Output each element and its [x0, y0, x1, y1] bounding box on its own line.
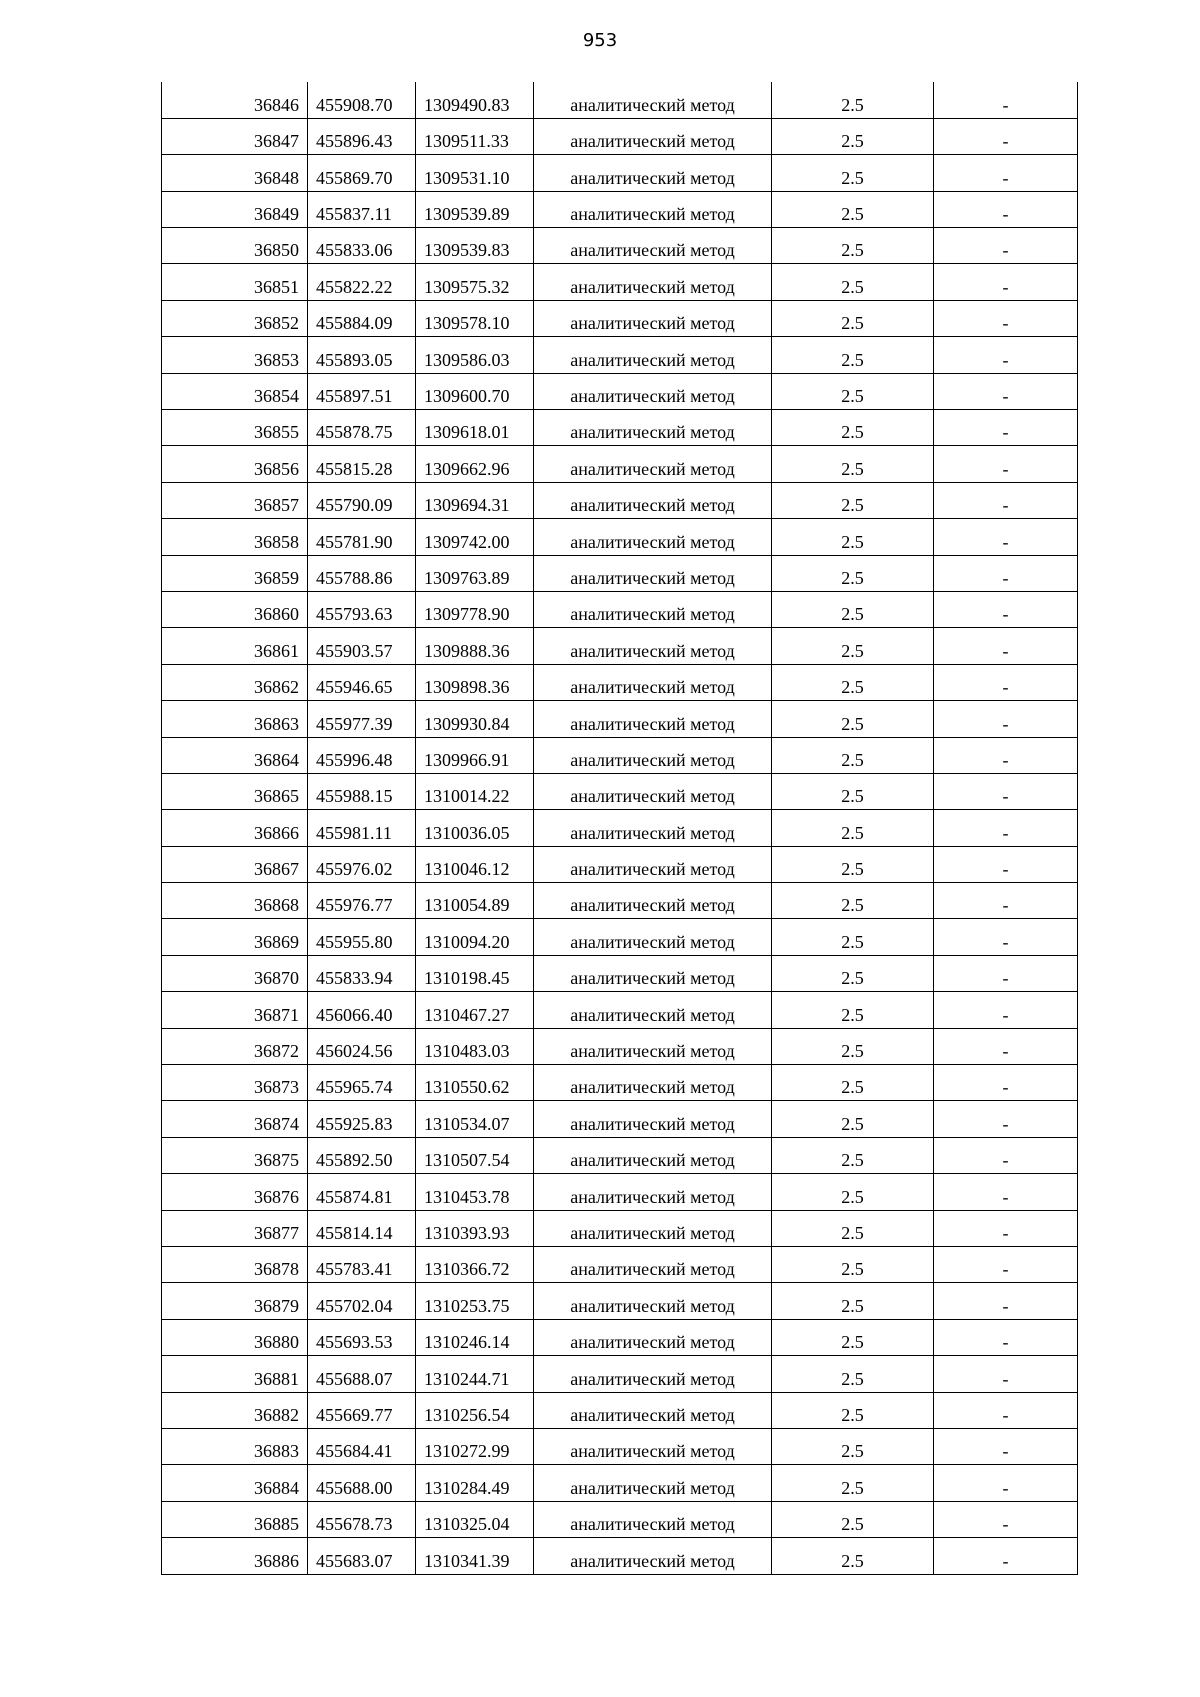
- method-cell: аналитический метод: [534, 737, 772, 773]
- point-number-cell: 36857: [162, 482, 308, 518]
- x-coordinate-cell: 455702.04: [308, 1283, 416, 1319]
- y-coordinate-cell: 1310483.03: [416, 1028, 534, 1064]
- method-cell: аналитический метод: [534, 628, 772, 664]
- y-coordinate-cell: 1309511.33: [416, 118, 534, 154]
- point-number-cell: 36855: [162, 410, 308, 446]
- point-number-cell: 36886: [162, 1538, 308, 1574]
- point-number-cell: 36880: [162, 1319, 308, 1355]
- accuracy-cell: 2.5: [772, 446, 934, 482]
- method-cell: аналитический метод: [534, 373, 772, 409]
- point-number-cell: 36848: [162, 155, 308, 191]
- table-row: [162, 1392, 1078, 1428]
- table-row: [162, 519, 1078, 555]
- y-coordinate-cell: 1310253.75: [416, 1283, 534, 1319]
- table-row: [162, 1137, 1078, 1173]
- x-coordinate-cell: 455925.83: [308, 1101, 416, 1137]
- y-coordinate-cell: 1309966.91: [416, 737, 534, 773]
- table-row: [162, 846, 1078, 882]
- y-coordinate-cell: 1309600.70: [416, 373, 534, 409]
- y-coordinate-cell: 1310198.45: [416, 955, 534, 991]
- accuracy-cell: 2.5: [772, 373, 934, 409]
- x-coordinate-cell: 455688.00: [308, 1465, 416, 1501]
- method-cell: аналитический метод: [534, 1065, 772, 1101]
- accuracy-cell: 2.5: [772, 519, 934, 555]
- x-coordinate-cell: 455781.90: [308, 519, 416, 555]
- accuracy-cell: 2.5: [772, 264, 934, 300]
- x-coordinate-cell: 455965.74: [308, 1065, 416, 1101]
- y-coordinate-cell: 1310246.14: [416, 1319, 534, 1355]
- point-number-cell: 36859: [162, 555, 308, 591]
- table-row: [162, 155, 1078, 191]
- note-cell: -: [934, 482, 1078, 518]
- accuracy-cell: 2.5: [772, 810, 934, 846]
- x-coordinate-cell: 455815.28: [308, 446, 416, 482]
- x-coordinate-cell: 455976.02: [308, 846, 416, 882]
- table-row: [162, 591, 1078, 627]
- table-row: [162, 883, 1078, 919]
- y-coordinate-cell: 1309578.10: [416, 300, 534, 336]
- x-coordinate-cell: 455833.94: [308, 955, 416, 991]
- method-cell: аналитический метод: [534, 1137, 772, 1173]
- method-cell: аналитический метод: [534, 1319, 772, 1355]
- accuracy-cell: 2.5: [772, 955, 934, 991]
- y-coordinate-cell: 1310244.71: [416, 1356, 534, 1392]
- method-cell: аналитический метод: [534, 446, 772, 482]
- y-coordinate-cell: 1309898.36: [416, 664, 534, 700]
- table-row: [162, 919, 1078, 955]
- accuracy-cell: 2.5: [772, 883, 934, 919]
- note-cell: -: [934, 591, 1078, 627]
- method-cell: аналитический метод: [534, 846, 772, 882]
- point-number-cell: 36847: [162, 118, 308, 154]
- note-cell: -: [934, 955, 1078, 991]
- accuracy-cell: 2.5: [772, 1247, 934, 1283]
- method-cell: аналитический метод: [534, 1101, 772, 1137]
- table-row: [162, 82, 1078, 118]
- note-cell: -: [934, 1247, 1078, 1283]
- method-cell: аналитический метод: [534, 228, 772, 264]
- method-cell: аналитический метод: [534, 519, 772, 555]
- accuracy-cell: 2.5: [772, 555, 934, 591]
- point-number-cell: 36856: [162, 446, 308, 482]
- y-coordinate-cell: 1309531.10: [416, 155, 534, 191]
- accuracy-cell: 2.5: [772, 410, 934, 446]
- accuracy-cell: 2.5: [772, 82, 934, 118]
- table-row: [162, 1283, 1078, 1319]
- y-coordinate-cell: 1309930.84: [416, 701, 534, 737]
- method-cell: аналитический метод: [534, 1028, 772, 1064]
- table-row: [162, 773, 1078, 809]
- x-coordinate-cell: 455822.22: [308, 264, 416, 300]
- point-number-cell: 36876: [162, 1174, 308, 1210]
- coordinates-table-body: [162, 82, 1078, 1574]
- table-row: [162, 955, 1078, 991]
- note-cell: -: [934, 701, 1078, 737]
- x-coordinate-cell: 455814.14: [308, 1210, 416, 1246]
- x-coordinate-cell: 456066.40: [308, 992, 416, 1028]
- table-row: [162, 1101, 1078, 1137]
- x-coordinate-cell: 455892.50: [308, 1137, 416, 1173]
- method-cell: аналитический метод: [534, 773, 772, 809]
- point-number-cell: 36860: [162, 591, 308, 627]
- note-cell: -: [934, 883, 1078, 919]
- note-cell: -: [934, 1538, 1078, 1574]
- point-number-cell: 36874: [162, 1101, 308, 1137]
- note-cell: -: [934, 410, 1078, 446]
- point-number-cell: 36865: [162, 773, 308, 809]
- table-row: [162, 628, 1078, 664]
- accuracy-cell: 2.5: [772, 919, 934, 955]
- method-cell: аналитический метод: [534, 1210, 772, 1246]
- y-coordinate-cell: 1309618.01: [416, 410, 534, 446]
- point-number-cell: 36866: [162, 810, 308, 846]
- method-cell: аналитический метод: [534, 82, 772, 118]
- point-number-cell: 36869: [162, 919, 308, 955]
- y-coordinate-cell: 1310256.54: [416, 1392, 534, 1428]
- accuracy-cell: 2.5: [772, 1465, 934, 1501]
- y-coordinate-cell: 1310094.20: [416, 919, 534, 955]
- note-cell: -: [934, 300, 1078, 336]
- table-row: [162, 446, 1078, 482]
- y-coordinate-cell: 1309888.36: [416, 628, 534, 664]
- note-cell: -: [934, 1501, 1078, 1537]
- x-coordinate-cell: 455981.11: [308, 810, 416, 846]
- x-coordinate-cell: 455988.15: [308, 773, 416, 809]
- y-coordinate-cell: 1310393.93: [416, 1210, 534, 1246]
- accuracy-cell: 2.5: [772, 1283, 934, 1319]
- x-coordinate-cell: 455683.07: [308, 1538, 416, 1574]
- point-number-cell: 36861: [162, 628, 308, 664]
- accuracy-cell: 2.5: [772, 1392, 934, 1428]
- method-cell: аналитический метод: [534, 410, 772, 446]
- point-number-cell: 36852: [162, 300, 308, 336]
- note-cell: -: [934, 664, 1078, 700]
- point-number-cell: 36850: [162, 228, 308, 264]
- x-coordinate-cell: 455896.43: [308, 118, 416, 154]
- point-number-cell: 36872: [162, 1028, 308, 1064]
- y-coordinate-cell: 1309778.90: [416, 591, 534, 627]
- note-cell: -: [934, 1174, 1078, 1210]
- x-coordinate-cell: 455874.81: [308, 1174, 416, 1210]
- x-coordinate-cell: 455790.09: [308, 482, 416, 518]
- method-cell: аналитический метод: [534, 1501, 772, 1537]
- table-row: [162, 701, 1078, 737]
- y-coordinate-cell: 1309539.89: [416, 191, 534, 227]
- note-cell: -: [934, 118, 1078, 154]
- point-number-cell: 36864: [162, 737, 308, 773]
- method-cell: аналитический метод: [534, 337, 772, 373]
- x-coordinate-cell: 455678.73: [308, 1501, 416, 1537]
- point-number-cell: 36871: [162, 992, 308, 1028]
- note-cell: -: [934, 1283, 1078, 1319]
- accuracy-cell: 2.5: [772, 1356, 934, 1392]
- accuracy-cell: 2.5: [772, 1210, 934, 1246]
- note-cell: -: [934, 1428, 1078, 1464]
- y-coordinate-cell: 1310325.04: [416, 1501, 534, 1537]
- point-number-cell: 36854: [162, 373, 308, 409]
- method-cell: аналитический метод: [534, 191, 772, 227]
- table-row: [162, 482, 1078, 518]
- y-coordinate-cell: 1309575.32: [416, 264, 534, 300]
- point-number-cell: 36868: [162, 883, 308, 919]
- point-number-cell: 36878: [162, 1247, 308, 1283]
- y-coordinate-cell: 1309742.00: [416, 519, 534, 555]
- page-number: 953: [582, 30, 618, 51]
- point-number-cell: 36870: [162, 955, 308, 991]
- point-number-cell: 36863: [162, 701, 308, 737]
- x-coordinate-cell: 455684.41: [308, 1428, 416, 1464]
- point-number-cell: 36877: [162, 1210, 308, 1246]
- note-cell: -: [934, 555, 1078, 591]
- y-coordinate-cell: 1310467.27: [416, 992, 534, 1028]
- method-cell: аналитический метод: [534, 1392, 772, 1428]
- method-cell: аналитический метод: [534, 664, 772, 700]
- table-row: [162, 1210, 1078, 1246]
- method-cell: аналитический метод: [534, 919, 772, 955]
- accuracy-cell: 2.5: [772, 155, 934, 191]
- accuracy-cell: 2.5: [772, 992, 934, 1028]
- method-cell: аналитический метод: [534, 1356, 772, 1392]
- y-coordinate-cell: 1310036.05: [416, 810, 534, 846]
- table-row: [162, 300, 1078, 336]
- table-row: [162, 664, 1078, 700]
- method-cell: аналитический метод: [534, 1538, 772, 1574]
- accuracy-cell: 2.5: [772, 1101, 934, 1137]
- accuracy-cell: 2.5: [772, 1428, 934, 1464]
- accuracy-cell: 2.5: [772, 1065, 934, 1101]
- method-cell: аналитический метод: [534, 1283, 772, 1319]
- accuracy-cell: 2.5: [772, 228, 934, 264]
- note-cell: -: [934, 228, 1078, 264]
- method-cell: аналитический метод: [534, 810, 772, 846]
- method-cell: аналитический метод: [534, 1174, 772, 1210]
- table-row: [162, 1028, 1078, 1064]
- point-number-cell: 36853: [162, 337, 308, 373]
- accuracy-cell: 2.5: [772, 737, 934, 773]
- x-coordinate-cell: 455669.77: [308, 1392, 416, 1428]
- x-coordinate-cell: 455783.41: [308, 1247, 416, 1283]
- x-coordinate-cell: 455884.09: [308, 300, 416, 336]
- note-cell: -: [934, 773, 1078, 809]
- accuracy-cell: 2.5: [772, 701, 934, 737]
- table-row: [162, 410, 1078, 446]
- accuracy-cell: 2.5: [772, 664, 934, 700]
- method-cell: аналитический метод: [534, 264, 772, 300]
- x-coordinate-cell: 455869.70: [308, 155, 416, 191]
- y-coordinate-cell: 1309694.31: [416, 482, 534, 518]
- x-coordinate-cell: 455908.70: [308, 82, 416, 118]
- y-coordinate-cell: 1309539.83: [416, 228, 534, 264]
- note-cell: -: [934, 82, 1078, 118]
- method-cell: аналитический метод: [534, 1465, 772, 1501]
- y-coordinate-cell: 1310341.39: [416, 1538, 534, 1574]
- x-coordinate-cell: 455833.06: [308, 228, 416, 264]
- table-row: [162, 228, 1078, 264]
- table-row: [162, 1538, 1078, 1574]
- y-coordinate-cell: 1309490.83: [416, 82, 534, 118]
- accuracy-cell: 2.5: [772, 482, 934, 518]
- y-coordinate-cell: 1310550.62: [416, 1065, 534, 1101]
- note-cell: -: [934, 919, 1078, 955]
- method-cell: аналитический метод: [534, 1247, 772, 1283]
- y-coordinate-cell: 1310507.54: [416, 1137, 534, 1173]
- method-cell: аналитический метод: [534, 955, 772, 991]
- note-cell: -: [934, 1065, 1078, 1101]
- table-row: [162, 337, 1078, 373]
- accuracy-cell: 2.5: [772, 191, 934, 227]
- point-number-cell: 36873: [162, 1065, 308, 1101]
- table-row: [162, 1174, 1078, 1210]
- note-cell: -: [934, 846, 1078, 882]
- x-coordinate-cell: 455897.51: [308, 373, 416, 409]
- point-number-cell: 36875: [162, 1137, 308, 1173]
- note-cell: -: [934, 191, 1078, 227]
- coordinates-table: [161, 82, 1078, 1575]
- note-cell: -: [934, 1356, 1078, 1392]
- accuracy-cell: 2.5: [772, 846, 934, 882]
- method-cell: аналитический метод: [534, 555, 772, 591]
- method-cell: аналитический метод: [534, 591, 772, 627]
- point-number-cell: 36885: [162, 1501, 308, 1537]
- accuracy-cell: 2.5: [772, 591, 934, 627]
- point-number-cell: 36846: [162, 82, 308, 118]
- x-coordinate-cell: 455977.39: [308, 701, 416, 737]
- note-cell: -: [934, 1101, 1078, 1137]
- method-cell: аналитический метод: [534, 118, 772, 154]
- note-cell: -: [934, 1137, 1078, 1173]
- note-cell: -: [934, 992, 1078, 1028]
- table-row: [162, 992, 1078, 1028]
- x-coordinate-cell: 455996.48: [308, 737, 416, 773]
- accuracy-cell: 2.5: [772, 1319, 934, 1355]
- method-cell: аналитический метод: [534, 992, 772, 1028]
- y-coordinate-cell: 1310284.49: [416, 1465, 534, 1501]
- x-coordinate-cell: 455688.07: [308, 1356, 416, 1392]
- x-coordinate-cell: 455946.65: [308, 664, 416, 700]
- x-coordinate-cell: 456024.56: [308, 1028, 416, 1064]
- y-coordinate-cell: 1310272.99: [416, 1428, 534, 1464]
- x-coordinate-cell: 455893.05: [308, 337, 416, 373]
- table-row: [162, 373, 1078, 409]
- method-cell: аналитический метод: [534, 300, 772, 336]
- y-coordinate-cell: 1310453.78: [416, 1174, 534, 1210]
- x-coordinate-cell: 455793.63: [308, 591, 416, 627]
- y-coordinate-cell: 1309586.03: [416, 337, 534, 373]
- point-number-cell: 36849: [162, 191, 308, 227]
- x-coordinate-cell: 455976.77: [308, 883, 416, 919]
- table-row: [162, 1465, 1078, 1501]
- note-cell: -: [934, 373, 1078, 409]
- y-coordinate-cell: 1310534.07: [416, 1101, 534, 1137]
- x-coordinate-cell: 455878.75: [308, 410, 416, 446]
- point-number-cell: 36862: [162, 664, 308, 700]
- note-cell: -: [934, 1465, 1078, 1501]
- y-coordinate-cell: 1310366.72: [416, 1247, 534, 1283]
- accuracy-cell: 2.5: [772, 773, 934, 809]
- table-row: [162, 191, 1078, 227]
- y-coordinate-cell: 1310046.12: [416, 846, 534, 882]
- table-row: [162, 1065, 1078, 1101]
- note-cell: -: [934, 628, 1078, 664]
- note-cell: -: [934, 155, 1078, 191]
- y-coordinate-cell: 1309662.96: [416, 446, 534, 482]
- x-coordinate-cell: 455788.86: [308, 555, 416, 591]
- table-row: [162, 264, 1078, 300]
- point-number-cell: 36858: [162, 519, 308, 555]
- x-coordinate-cell: 455837.11: [308, 191, 416, 227]
- point-number-cell: 36867: [162, 846, 308, 882]
- note-cell: -: [934, 737, 1078, 773]
- method-cell: аналитический метод: [534, 1428, 772, 1464]
- accuracy-cell: 2.5: [772, 1501, 934, 1537]
- accuracy-cell: 2.5: [772, 118, 934, 154]
- y-coordinate-cell: 1309763.89: [416, 555, 534, 591]
- table-row: [162, 1428, 1078, 1464]
- x-coordinate-cell: 455693.53: [308, 1319, 416, 1355]
- note-cell: -: [934, 1319, 1078, 1355]
- point-number-cell: 36879: [162, 1283, 308, 1319]
- method-cell: аналитический метод: [534, 482, 772, 518]
- table-row: [162, 1356, 1078, 1392]
- x-coordinate-cell: 455903.57: [308, 628, 416, 664]
- x-coordinate-cell: 455955.80: [308, 919, 416, 955]
- accuracy-cell: 2.5: [772, 300, 934, 336]
- note-cell: -: [934, 337, 1078, 373]
- table-row: [162, 118, 1078, 154]
- y-coordinate-cell: 1310054.89: [416, 883, 534, 919]
- y-coordinate-cell: 1310014.22: [416, 773, 534, 809]
- note-cell: -: [934, 810, 1078, 846]
- table-row: [162, 1319, 1078, 1355]
- note-cell: -: [934, 1210, 1078, 1246]
- table-row: [162, 555, 1078, 591]
- accuracy-cell: 2.5: [772, 1538, 934, 1574]
- table-row: [162, 1501, 1078, 1537]
- table-row: [162, 1247, 1078, 1283]
- note-cell: -: [934, 446, 1078, 482]
- note-cell: -: [934, 1028, 1078, 1064]
- note-cell: -: [934, 264, 1078, 300]
- point-number-cell: 36851: [162, 264, 308, 300]
- method-cell: аналитический метод: [534, 701, 772, 737]
- point-number-cell: 36881: [162, 1356, 308, 1392]
- table-row: [162, 810, 1078, 846]
- accuracy-cell: 2.5: [772, 628, 934, 664]
- note-cell: -: [934, 519, 1078, 555]
- accuracy-cell: 2.5: [772, 1174, 934, 1210]
- accuracy-cell: 2.5: [772, 1028, 934, 1064]
- note-cell: -: [934, 1392, 1078, 1428]
- accuracy-cell: 2.5: [772, 337, 934, 373]
- point-number-cell: 36882: [162, 1392, 308, 1428]
- table-row: [162, 737, 1078, 773]
- point-number-cell: 36884: [162, 1465, 308, 1501]
- point-number-cell: 36883: [162, 1428, 308, 1464]
- accuracy-cell: 2.5: [772, 1137, 934, 1173]
- method-cell: аналитический метод: [534, 155, 772, 191]
- method-cell: аналитический метод: [534, 883, 772, 919]
